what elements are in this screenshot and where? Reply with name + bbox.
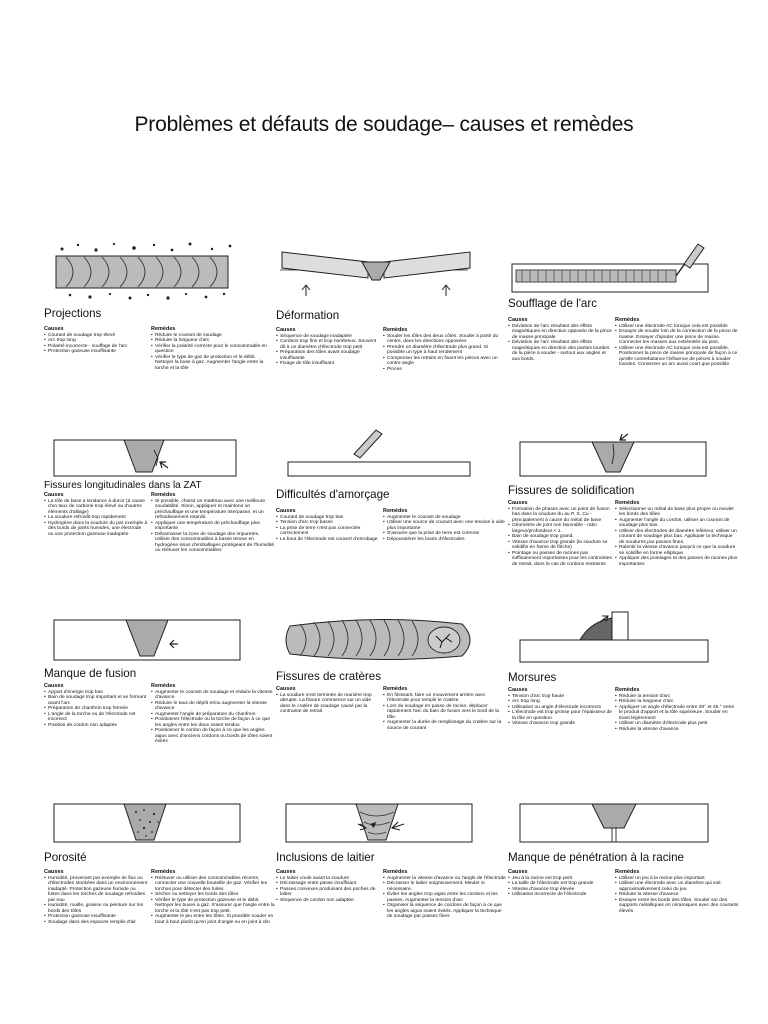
cause-item: • Jeu à la racine est trop petit <box>508 876 612 882</box>
cause-item: • Arc trop long <box>44 338 148 344</box>
remedies-column <box>151 683 275 745</box>
remedy-item: • Réduire le courant de soudage <box>151 333 275 339</box>
remedies-column <box>615 317 739 368</box>
remedy-item: • Vérifier le type de protection gazeuse et le débit. Nettoyer les buses à gaz. S'assurer que l'angle entre la torche et la tôle n'est pas trop petit. <box>151 898 275 915</box>
remedy-item: • Compenser les retraits en fixant les pièces avec un contre angle <box>383 356 507 367</box>
cause-item: • Vitesse d'avance trop élevée <box>508 887 612 893</box>
remedy-item: • Lors du soudage en passe de racine, déplacer rapidement l'arc du bain de fusion vers le bord de la tôle. <box>383 704 507 721</box>
remedies-column <box>383 686 507 731</box>
remedy-item: • Augmenter l'angle de préparation du chanfrein <box>151 712 275 718</box>
cause-item: • Formation de phases avec un point de fusion bas dans la soudure du au P, S, Cu - principalement à cause du métal de base <box>508 507 612 524</box>
remedy-item: • Appliquer des pointages et des passes de racines plus importantes <box>615 556 739 567</box>
deformation-joint-icon <box>276 240 476 300</box>
remedy-item: • Réduire la longueur d'arc <box>151 338 275 344</box>
causes-column <box>44 326 148 355</box>
remedy-item: • Utiliser des électrodes de diamètre inférieur, utiliser un courant de soudage plus bas. Appliquer la technique de soudures par passes fines. <box>615 529 739 546</box>
defect-title: Soufflage de l'arc <box>508 297 598 310</box>
remedies-column <box>151 326 275 371</box>
causes-column <box>508 317 612 362</box>
cause-item: • Pointage ou passes de racines pas suffisamment importantes pour les contraintes de retrait, dans le cas de cordons restreints <box>508 551 612 568</box>
causes-column <box>276 327 380 367</box>
causes-heading: Causes <box>44 683 64 689</box>
remedies-heading: Remèdes <box>151 683 176 689</box>
undercut-icon <box>508 612 718 668</box>
arc-blow-icon <box>508 240 718 300</box>
cause-item: • Arc trop long <box>508 699 612 705</box>
cause-item: • Fixage de tôle insuffisant <box>276 361 380 367</box>
cause-item: • Séquence de soudage inadaptée <box>276 334 380 340</box>
remedy-item: • Décrasser le laitier soigneusement. Meuler si nécessaire. <box>383 881 507 892</box>
causes-column <box>508 687 612 727</box>
cause-item: • Vitesse d'avance trop grande (la soudure se solidifie en forme de flèche) <box>508 540 612 551</box>
remedy-item: • Augmenter la durée de remplissage du cratère sur la source de courant <box>383 720 507 731</box>
cause-item: • Déviation de l'arc résultant des effets magnétiques en direction opposée de la pince de masse principale <box>508 324 612 341</box>
causes-heading: Causes <box>276 327 296 333</box>
remedy-item: • Essayer de souder loin de la connection de la pince de masse. Essayer d'ajouter une pince de masse. Connecter les masses aux extrémités du joint. <box>615 329 739 346</box>
remedy-item: • Souder les tôles des deux côtés. Souder à partir du centre, dans les directions opposées <box>383 334 507 345</box>
defect-title: Fissures de cratères <box>276 670 382 683</box>
cause-item: • Préparation de chanfrein trop fermée <box>44 706 148 712</box>
spatter-bead-icon <box>44 240 244 300</box>
cause-item: • Déviation de l'arc résultant des effets magnétiques en direction des parties lourdes de la pièce à souder - surtout aux angles et aux bords. <box>508 340 612 362</box>
remedies-column <box>615 869 739 914</box>
cause-item: • Position de cordon non adaptée <box>44 723 148 729</box>
remedy-item: • Utiliser un jeu à la racine plus important <box>615 876 739 882</box>
cause-item: • Vitesse d'avance trop grande <box>508 721 612 727</box>
causes-column <box>276 869 380 903</box>
remedy-item: • En finissant, faire un mouvement arrière avec l'électrode pour remplir le cratère. <box>383 693 507 704</box>
causes-column <box>276 686 380 715</box>
remedy-item: • Essayer entre les bords des tôles. Souder sur des supports métalliques en céramiques avec des courants élevés <box>615 898 739 915</box>
remedy-item: • Augmenter le jeu entre les tôles. Si possible souder en bout à bout plutôt qu'en joint d'angle ou en joint à clin <box>151 914 275 925</box>
remedy-item: • Réduire la longueur d'arc <box>615 699 739 705</box>
defect-title: Manque de fusion <box>44 667 137 680</box>
remedy-item: • Réétuver ou utiliser des consommables récents, connecter une nouvelle bouteille de gaz. Vérifier les torches pour détecter des fuites <box>151 876 275 893</box>
cause-item: • Humidité, rouille, graisse ou peinture sur les bords des tôles <box>44 903 148 914</box>
cause-item: • Humidité, provenant par exemple de flux ou d'électrodes stockées dans un environnement inadapté. Protection gazeuse humide ou fuites dans les torches de soudage refroidies par eau <box>44 876 148 904</box>
remedy-item: • Dépoussiérer les bouts d'électrodes <box>383 537 507 543</box>
cause-item: • La soudure refroidit trop rapidement <box>44 515 148 521</box>
defect-title: Manque de pénétration à la racine <box>508 851 684 864</box>
remedies-heading: Remèdes <box>383 508 408 514</box>
remedies-column <box>615 500 739 568</box>
causes-heading: Causes <box>44 869 64 875</box>
haz-crack-icon <box>44 428 244 480</box>
incomplete-penetration-icon <box>508 798 718 848</box>
cause-item: • Apport d'énergie trop bas <box>44 690 148 696</box>
cause-item: • Polarité incorrecte - souffage de l'arc <box>44 344 148 350</box>
remedy-item: • Positionner le cordon de façon à ce que les angles aigus avec d'anciens cordons ou bords de tôles soient évités <box>151 728 275 745</box>
causes-column <box>44 683 148 728</box>
remedies-heading: Remèdes <box>151 492 176 498</box>
remedies-heading: Remèdes <box>383 327 408 333</box>
remedies-heading: Remèdes <box>383 686 408 692</box>
cause-item: • La soudure s'est terminée de manière trop abrupte. La fissure commence sur un vide dans le cratère de soudage causé par la contrainte de retrait <box>276 693 380 715</box>
remedy-item: • Utiliser une source de courant avec une tension à vide plus importante <box>383 520 507 531</box>
remedy-item: • Vérifier la polarité correcte pour le consommable en question <box>151 344 275 355</box>
remedy-item: • Vérifier le type de gaz de protection et le débit. Nettoyer la buse à gaz. Augmenter l'angle entre la torche et la tôle <box>151 355 275 372</box>
remedy-item: • Éviter les angles trop aigüs entre les cordons et les passes. Augmenter la tension d'arc <box>383 892 507 903</box>
cause-item: • Courant de soudage trop bas <box>276 515 380 521</box>
cause-item: • L'angle de la torche ou de l'électrode est incorrect <box>44 712 148 723</box>
remedy-item: • Sécher ou nettoyer les bords des tôles <box>151 892 275 898</box>
defect-title: Projections <box>44 307 102 320</box>
causes-heading: Causes <box>508 687 528 693</box>
causes-column <box>44 869 148 925</box>
remedy-item: • Réduire la vitesse d'avance <box>615 727 739 733</box>
remedy-item: • Augmenter l'angle du cordon, utiliser un courant de soudage plus bas. <box>615 518 739 529</box>
cause-item: • Utilisation ou angle d'électrode incorrects <box>508 705 612 711</box>
remedy-item: • Utiliser une électrode AC lorsque cela est possible. Positionner la pince de masse principale de façon à ce qu'elle contrebalance l'influence de pièces à souder lourdes. Converser un arc aussi court que possible <box>615 346 739 368</box>
cause-item: • Cordons trop fins et trop nombreux. Souvent dû à un diamètre d'électrode trop petit <box>276 339 380 350</box>
lack-of-fusion-icon <box>44 612 244 664</box>
remedies-column <box>615 687 739 732</box>
cause-item: • Protection gazeuse insuffisante <box>44 914 148 920</box>
cause-item: • Bain de soudage trop grand. <box>508 534 612 540</box>
causes-column <box>508 500 612 568</box>
remedy-item: • Utiliser une électrode avec un diamètre qui soit approximativement celui du jeu <box>615 881 739 892</box>
cause-item: • Le laitier coule avant la soudure <box>276 876 380 882</box>
remedies-heading: Remèdes <box>615 869 640 875</box>
solidification-crack-icon <box>508 428 718 480</box>
defect-title: Fissures longitudinales dans la ZAT <box>44 480 202 491</box>
remedy-item: • Sélectionner un métal de base plus propre ou meuler les bords des tôles <box>615 507 739 518</box>
cause-item: • Décrassage entre passe insuffisant <box>276 881 380 887</box>
cause-item: • Tension d'arc trop haute <box>508 694 612 700</box>
causes-heading: Causes <box>276 686 296 692</box>
causes-heading: Causes <box>44 326 64 332</box>
cause-item: • La prise de terre n'est pas connectée correctement <box>276 526 380 537</box>
remedies-column <box>383 869 507 920</box>
remedy-item: • Débarrasser la zone de soudage des impuretés. Utiliser des consommables à basse teneur en hydrogène issus d'emballages protégeant de l'humidité ou réétuver les consommables <box>151 532 275 554</box>
causes-column <box>276 508 380 542</box>
cause-item: • Soudage dans des espaces remplis d'air <box>44 920 148 926</box>
causes-heading: Causes <box>508 317 528 323</box>
remedies-heading: Remèdes <box>615 500 640 506</box>
causes-column <box>44 492 148 537</box>
cause-item: • Courant de soudage trop élevé <box>44 333 148 339</box>
cause-item: • Hydrogène dans la soudure du par exemple à des bords de joints humides, une électrode ou une protection gazeuse inadaptée <box>44 521 148 538</box>
defect-title: Difficultés d'amorçage <box>276 488 390 501</box>
cause-item: • Le bout de l'électrode est couvert d'enrobage <box>276 537 380 543</box>
cause-item: • L'électrode est trop grosse pour l'épaisseur de la tôle en question <box>508 710 612 721</box>
remedies-heading: Remèdes <box>151 869 176 875</box>
cause-item: • Bain de soudage trop important et se formant avant l'arc <box>44 695 148 706</box>
slag-inclusion-icon <box>276 798 476 848</box>
remedy-item: • Augmenter le courant de soudage <box>383 515 507 521</box>
remedy-item: • Ralentir la vitesse d'avance jusqu'à ce que la soudure se solidifie en forme elliptique <box>615 545 739 556</box>
cause-item: • La taille de l'électrode est trop grande <box>508 881 612 887</box>
remedy-item: • Réduire la vitesse d'avance <box>615 892 739 898</box>
remedies-column <box>383 327 507 372</box>
defect-title: Porosité <box>44 851 87 864</box>
remedy-item: • Si possible, choisir un matériau avec une meilleure soudabilité. Sinon, appliquer et maintenir un préchauffage et une température interpasse, et un refroidissement retardé. <box>151 499 275 521</box>
causes-heading: Causes <box>276 869 296 875</box>
causes-heading: Causes <box>276 508 296 514</box>
defect-title: Déformation <box>276 309 340 322</box>
cause-item: • Séquence de cordon non adaptée <box>276 898 380 904</box>
remedy-item: • Réduire la tension d'arc <box>615 694 739 700</box>
remedies-heading: Remèdes <box>615 687 640 693</box>
remedy-item: • Utiliser un diamètre d'électrode plus petit <box>615 721 739 727</box>
defect-title: Fissures de solidification <box>508 484 635 497</box>
causes-heading: Causes <box>44 492 64 498</box>
remedy-item: • Réduire le taux de dépôt et/ou augmenter la vitesse d'avance <box>151 701 275 712</box>
cause-item: • Utilisation incorrecte de l'électrode <box>508 892 612 898</box>
remedies-heading: Remèdes <box>151 326 176 332</box>
causes-heading: Causes <box>508 500 528 506</box>
causes-heading: Causes <box>508 869 528 875</box>
remedy-item: • Positionner l'électrode ou la torche de façon à ce que les angles entre les deux soient tendus <box>151 717 275 728</box>
remedy-item: • Prendre un diamètre d'électrode plus grand. Si possible un type à haut rendement <box>383 345 507 356</box>
causes-column <box>508 869 612 898</box>
remedies-column <box>383 508 507 542</box>
remedies-heading: Remèdes <box>383 869 408 875</box>
cause-item: • Préparation des tôles avant soudage insuffisante <box>276 350 380 361</box>
remedies-column <box>151 869 275 925</box>
cause-item: • La tôle de base a tendance à durcir (à cause d'un taux de carbone trop élevé ou d'autres éléments d'alliage) <box>44 499 148 516</box>
remedy-item: • Appliquer une température de préchauffage plus importante <box>151 521 275 532</box>
remedy-item: • Utiliser une électrode AC lorsque cela est possible <box>615 324 739 330</box>
remedy-item: • Augmenter la vitesse d'avance ou l'angle de l'électrode <box>383 876 507 882</box>
porosity-icon <box>44 798 244 848</box>
crater-crack-icon <box>276 612 476 664</box>
page-title: Problèmes et défauts de soudage– causes et remèdes <box>134 113 634 136</box>
cause-item: • Protection gazeuse insuffisante <box>44 349 148 355</box>
defect-title: Morsures <box>508 671 557 684</box>
remedies-column <box>151 492 275 554</box>
remedy-item: • S'assurer que la prise de terre est correcte <box>383 531 507 537</box>
cause-item: • Passes convexes produisant des poches de laitier <box>276 887 380 898</box>
cause-item: • Géométrie de joint non favorable - ratio largeur/profondeur < 1. <box>508 523 612 534</box>
defect-title: Inclusions de laitier <box>276 851 375 864</box>
cause-item: • Tension d'arc trop basse <box>276 520 380 526</box>
remedy-item: • Appliquer un angle d'électrode entre 30° et 45 ° entre le produit d'apport et la tôle supérieure. Souder en tirant légèrement <box>615 705 739 722</box>
remedies-heading: Remèdes <box>615 317 640 323</box>
remedy-item: • Pinces <box>383 367 507 373</box>
remedy-item: • Organiser la séquence de cordons de façon à ce que les angles aigus soient évités. Appliquer la technique de soudage par passes fines <box>383 903 507 920</box>
striking-difficulty-icon <box>276 428 476 480</box>
remedy-item: • Augmenter le courant de soudage et réduire la vitesse d'avance <box>151 690 275 701</box>
